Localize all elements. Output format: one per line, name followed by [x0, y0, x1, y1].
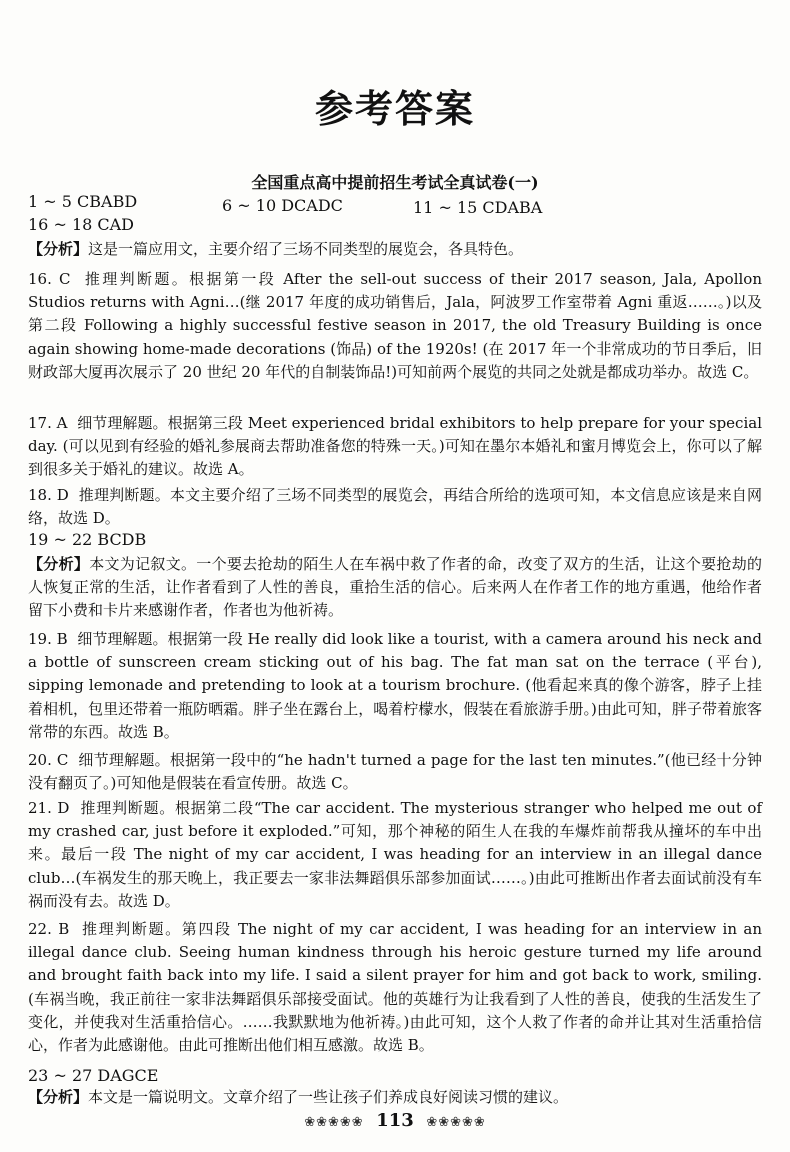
answer-20: 20. C 细节理解题。根据第一段中的“he hadn't turned a page for the last ten minutes.”(他已经十分钟没有翻页了。)可知他是假装在看宣传册。故选 C。 [28, 751, 762, 793]
flower-ornament-icon: ❀❀❀❀❀ [426, 1115, 486, 1130]
answer-key-19-22: 19 ~ 22 BCDB [28, 530, 147, 549]
analysis-tag: 【分析】 [28, 240, 89, 258]
page-title: 参考答案 [314, 86, 475, 131]
answer-18: 18. D 推理判断题。本文主要介绍了三场不同类型的展览会，再结合所给的选项可知，本文信息应该是来自网络，故选 D。 [28, 486, 762, 528]
answer-17: 17. A 细节理解题。根据第三段 Meet experienced bridal exhibitors to help prepare for your special day. (可以见到有经验的婚礼参展商去帮助准备您的特殊一天。)可知在墨尔本婚礼和蜜月博览会上，你可以了解到很多关于婚礼的建议。故选 A。 [28, 414, 762, 479]
flower-ornament-icon: ❀❀❀❀❀ [304, 1115, 364, 1130]
answer-key-1-5: 1 ~ 5 CBABD [28, 192, 138, 211]
page-footer [0, 1110, 790, 1131]
answer-key-23-27: 23 ~ 27 DAGCE [28, 1066, 159, 1085]
analysis-1: 【分析】这是一篇应用文，主要介绍了三场不同类型的展览会，各具特色。 [28, 240, 524, 258]
analysis-tag: 【分析】 [28, 1088, 89, 1106]
analysis-3: 【分析】本文是一篇说明文。文章介绍了一些让孩子们养成良好阅读习惯的建议。 [28, 1088, 569, 1106]
answer-key-11-15: 11 ~ 15 CDABA [413, 198, 543, 217]
analysis-2: 【分析】本文为记叙文。一个要去抢劫的陌生人在车祸中救了作者的命，改变了双方的生活，让这个要抢劫的人恢复正常的生活，让作者看到了人性的善良，重拾生活的信心。后来两人在作者工作的地方重遇，他给作者留下小费和卡片来感谢作者，作者也为他祈祷。 [28, 555, 762, 620]
answer-key-16-18: 16 ~ 18 CAD [28, 215, 135, 234]
exam-subtitle: 全国重点高中提前招生考试全真试卷(一) [251, 173, 539, 192]
answer-22: 22. B 推理判断题。第四段 The night of my car accident, I was heading for an interview in an illegal dance club. Seeing human kindness through his heroic gesture turned my life around and brought faith back into my life. I said a silent prayer for him and got back to work, smiling. (车祸当晚，我正前往一家非法舞蹈俱乐部接受面试。他的英雄行为让我看到了人性的善良，使我的生活发生了变化，并使我对生活重拾信心。……我默默地为他祈祷。)由此可知，这个人救了作者的命并让其对生活重拾信心，作者为此感谢他。由此可推断出他们相互感激。故选 B。 [28, 920, 762, 1055]
answer-19: 19. B 细节理解题。根据第一段 He really did look like a tourist, with a camera around his neck and a bottle of sunscreen cream sticking out of his bag. The fat man sat on the terrace (平台), sipping lemonade and pretending to look at a tourism brochure. (他看起来真的像个游客，脖子上挂着相机，包里还带着一瓶防晒霜。胖子坐在露台上，喝着柠檬水，假装在看旅游手册。)由此可知，胖子带着旅客常带的东西。故选 B。 [28, 630, 762, 741]
page-number: 113 [376, 1110, 414, 1131]
answer-21: 21. D 推理判断题。根据第二段“The car accident. The mysterious stranger who helped me out of my crashed car, just before it exploded.”可知，那个神秘的陌生人在我的车爆炸前帮我从撞坏的车中出来。最后一段 The night of my car accident, I was heading for an interview in an illegal dance club…(车祸发生的那天晚上，我正要去一家非法舞蹈俱乐部参加面试……。)由此可推断出作者去面试前没有车祸而没有去。故选 D。 [28, 799, 762, 910]
analysis-tag: 【分析】 [28, 555, 90, 573]
answer-16: 16. C 推理判断题。根据第一段 After the sell-out success of their 2017 season, Jala, Apollon Studios returns with Agni…(继 2017 年度的成功销售后，Jala，阿波罗工作室带着 Agni 重返……。)以及第二段 Following a highly successful festive season in 2017, the old Treasury Building is once again showing home-made decorations (饰品) of the 1920s! (在 2017 年一个非常成功的节日季后，旧财政部大厦再次展示了 20 世纪 20 年代的自制装饰品!)可知前两个展览的共同之处就是都成功举办。故选 C。 [28, 270, 763, 381]
answer-key-6-10: 6 ~ 10 DCADC [222, 196, 343, 215]
